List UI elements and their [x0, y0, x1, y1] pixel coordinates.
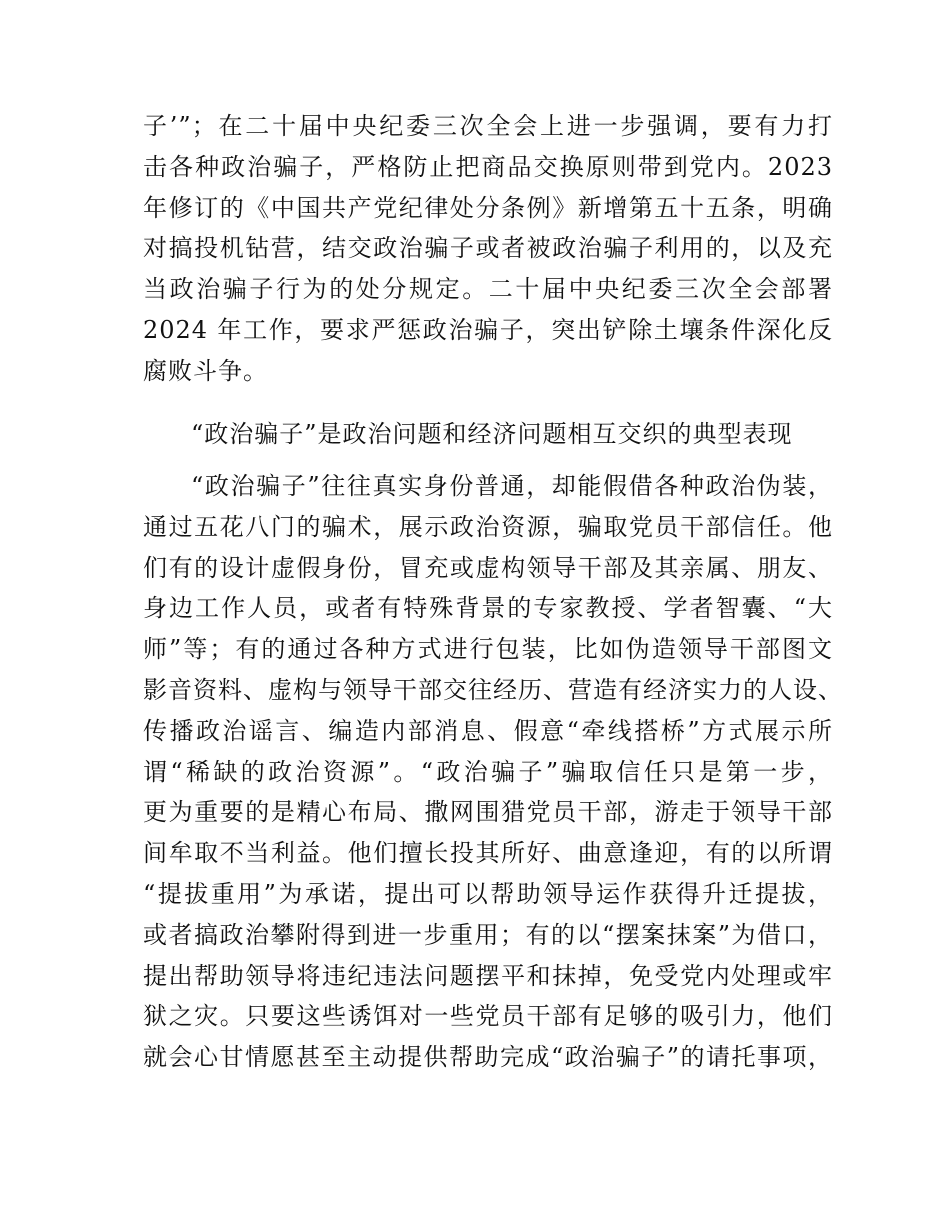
text-line: “提拔重用”为承诺，提出可以帮助领导运作获得升迁提拔， — [143, 879, 833, 908]
text-line: 当政治骗子行为的处分规定。二十届中央纪委三次全会部署 — [143, 275, 833, 304]
text-line: 狱之灾。只要这些诱饵对一些党员干部有足够的吸引力，他们 — [143, 1002, 833, 1031]
text-line: 影音资料、虚构与领导干部交往经历、营造有经济实力的人设、 — [143, 675, 843, 704]
text-line: 就会心甘情愿甚至主动提供帮助完成“政治骗子”的请托事项， — [143, 1043, 833, 1072]
text-line: 们有的设计虚假身份，冒充或虚构领导干部及其亲属、朋友、 — [143, 553, 833, 582]
text-line: 击各种政治骗子，严格防止把商品交换原则带到党内。2023 — [143, 152, 833, 181]
text-line: 传播政治谣言、编造内部消息、假意“牵线搭桥”方式展示所 — [143, 716, 833, 745]
text-line: 2024 年工作，要求严惩政治骗子，突出铲除土壤条件深化反 — [143, 315, 833, 344]
paragraph-2 — [143, 466, 843, 1078]
text-line: 提出帮助领导将违纪违法问题摆平和抹掉，免受党内处理或牢 — [143, 961, 833, 990]
text-line: “政治骗子”往往真实身份普通，却能假借各种政治伪装， — [191, 472, 833, 500]
text-line: 或者搞政治攀附得到进一步重用；有的以“摆案抹案”为借口， — [143, 920, 833, 949]
text-line: 身边工作人员，或者有特殊背景的专家教授、学者智囊、“大 — [143, 594, 833, 623]
text-line: 通过五花八门的骗术，展示政治资源，骗取党员干部信任。他 — [143, 512, 833, 541]
section-heading-block — [143, 414, 833, 455]
section-heading: “政治骗子”是政治问题和经济问题相互交织的典型表现 — [191, 420, 793, 448]
text-line: 年修订的《中国共产党纪律处分条例》新增第五十五条，明确 — [143, 193, 833, 222]
text-line: 对搞投机钻营，结交政治骗子或者被政治骗子利用的，以及充 — [143, 234, 833, 263]
text-line: 师”等；有的通过各种方式进行包装，比如伪造领导干部图文 — [143, 635, 833, 664]
text-line: 腐败斗争。 — [143, 356, 268, 385]
text-line: 间牟取不当利益。他们擅长投其所好、曲意逢迎，有的以所谓 — [143, 839, 833, 868]
paragraph-1 — [143, 106, 833, 392]
text-line: 子’”；在二十届中央纪委三次全会上进一步强调，要有力打 — [143, 112, 833, 140]
text-line: 更为重要的是精心布局、撒网围猎党员干部，游走于领导干部 — [143, 798, 833, 827]
text-line: 谓“稀缺的政治资源”。“政治骗子”骗取信任只是第一步， — [143, 757, 833, 786]
